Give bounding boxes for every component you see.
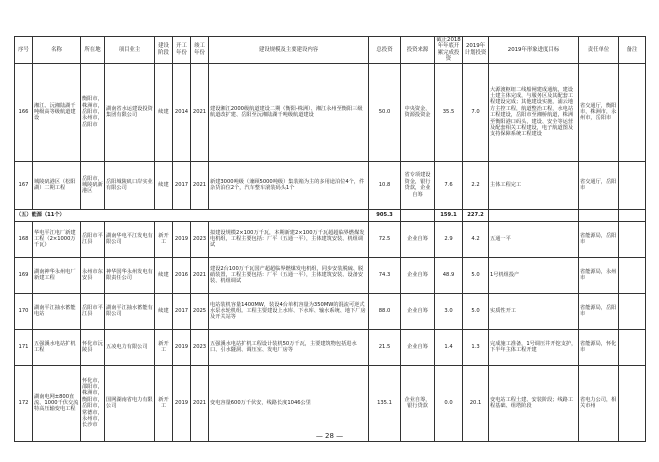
cell-remark bbox=[619, 161, 646, 209]
cell-owner: 五凌电力有限公司 bbox=[105, 329, 155, 365]
cell-target2019: 五通一平 bbox=[489, 221, 579, 257]
header-owner: 项目业主 bbox=[105, 37, 155, 64]
cell-stage: 续建 bbox=[155, 257, 173, 293]
cell-remark bbox=[619, 329, 646, 365]
cell-target2019: 大源渡枢纽二线船闸建成通航，建设土建主体完成，与服务区及其配套工程建设完成；其他建设实施，浦云地方主控工程，航道整治工程，水电站工程建设，岳阳市至湘桥航道，株洲至衡阳港口码头，建设、安全等运营及配套相关工程建设，电子航道图及支持保障系统工程建设 bbox=[489, 63, 579, 161]
section-empty-cell bbox=[489, 209, 579, 221]
cell-total: 74.3 bbox=[369, 257, 401, 293]
header-row bbox=[15, 37, 646, 64]
section-row-energy bbox=[15, 209, 646, 221]
project-table bbox=[14, 36, 646, 442]
header-channel: 投资来源 bbox=[401, 37, 435, 64]
cell-target2019: 主体工程完工 bbox=[489, 161, 579, 209]
cell-name: 湘江、沅湘陆湖千吨级高等级航道建设 bbox=[33, 63, 81, 161]
cell-unit: 省电力公司，相关市州 bbox=[579, 365, 619, 441]
cell-target2019: 完成施工准备，1号调压井开挖支护，下半年主体工程开建 bbox=[489, 329, 579, 365]
table-row bbox=[15, 257, 646, 293]
cell-start: 2019 bbox=[173, 365, 191, 441]
header-name: 名称 bbox=[33, 37, 81, 64]
cell-scope: 新建3000吨级（兼顾5000吨级）集装箱为主的多用途泊位4个，件杂货泊位2个，汽车整车滚装码头1个 bbox=[209, 161, 369, 209]
cell-seq: 169 bbox=[15, 257, 33, 293]
section-empty-cell bbox=[579, 209, 619, 221]
cell-remark bbox=[619, 63, 646, 161]
cell-location: 衡阳市，株洲市，岳阳市，永州市，岳阳市 bbox=[81, 63, 105, 161]
cell-stage: 新开工 bbox=[155, 329, 173, 365]
cell-name: 五强溪水电站扩机工程 bbox=[33, 329, 81, 365]
header-end: 竣工年份 bbox=[191, 37, 209, 64]
table-row bbox=[15, 365, 646, 441]
cell-completed: 2.9 bbox=[435, 221, 463, 257]
cell-seq: 168 bbox=[15, 221, 33, 257]
cell-plan2019: 7.0 bbox=[463, 63, 489, 161]
cell-unit: 省交通厅，衡阳市，株洲市，永州市，岳阳市 bbox=[579, 63, 619, 161]
section-total: 905.3 bbox=[369, 209, 401, 221]
cell-stage: 新开工 bbox=[155, 365, 173, 441]
cell-owner: 湖南省水运建设投资集团有限公司 bbox=[105, 63, 155, 161]
cell-owner: 湖南平江抽水蓄能有限公司 bbox=[105, 293, 155, 329]
cell-remark bbox=[619, 221, 646, 257]
header-target2019: 2019年形象进度目标 bbox=[489, 37, 579, 64]
cell-plan2019: 2.2 bbox=[463, 161, 489, 209]
cell-remark bbox=[619, 365, 646, 441]
cell-start: 2014 bbox=[173, 63, 191, 161]
cell-channel: 企业自筹 bbox=[401, 293, 435, 329]
cell-location: 岳阳市平江县 bbox=[81, 221, 105, 257]
header-remark: 备注 bbox=[619, 37, 646, 64]
cell-scope: 建设2台100万千瓦国产超超临界燃煤发电机组，同步安装脱硫、脱硝装置，工程主要包括：厂平（五通一平），主体建筑安装、设备安装、机组调试 bbox=[209, 257, 369, 293]
header-start: 开工年份 bbox=[173, 37, 191, 64]
cell-scope: 拟建设规模2×100万千瓦，本期新建2×100万千瓦超超临界燃煤发电机组，工程主要包括：厂平（五通一平），主体建筑安装、机组调试 bbox=[209, 221, 369, 257]
cell-name: 城陵矶港区（松阳湖）二期工程 bbox=[33, 161, 81, 209]
cell-seq: 167 bbox=[15, 161, 33, 209]
cell-unit: 省交通厅，岳阳市 bbox=[579, 161, 619, 209]
section-plan2019: 227.2 bbox=[463, 209, 489, 221]
cell-start: 2017 bbox=[173, 293, 191, 329]
table-row bbox=[15, 293, 646, 329]
cell-channel: 省专项建设资金，银行贷款，企业自筹 bbox=[401, 161, 435, 209]
cell-channel: 企业自筹 bbox=[401, 329, 435, 365]
cell-completed: 0.0 bbox=[435, 365, 463, 441]
cell-stage: 续建 bbox=[155, 293, 173, 329]
cell-plan2019: 5.0 bbox=[463, 293, 489, 329]
cell-scope: 变电容量600万千伏安，线路长度1046公里 bbox=[209, 365, 369, 441]
header-completed: 截止2018年年底开累完成投资 bbox=[436, 37, 461, 63]
cell-name: 华电平江电厂新建工程（2×1000万千瓦） bbox=[33, 221, 81, 257]
cell-channel: 企业自筹，银行贷款 bbox=[401, 365, 435, 441]
header-stage: 建设阶段 bbox=[155, 37, 173, 64]
cell-channel: 企业自筹 bbox=[401, 221, 435, 257]
cell-remark bbox=[619, 257, 646, 293]
cell-plan2019: 20.1 bbox=[463, 365, 489, 441]
cell-start: 2016 bbox=[173, 257, 191, 293]
cell-completed: 35.5 bbox=[435, 63, 463, 161]
cell-target2019: 实质性开工 bbox=[489, 293, 579, 329]
header-unit: 责任单位 bbox=[579, 37, 619, 64]
cell-seq: 172 bbox=[15, 365, 33, 441]
cell-name: 湖南平江抽水蓄能电站 bbox=[33, 293, 81, 329]
cell-plan2019: 1.3 bbox=[463, 329, 489, 365]
cell-end: 2021 bbox=[191, 365, 209, 441]
cell-plan2019: 4.2 bbox=[463, 221, 489, 257]
cell-completed: 7.6 bbox=[435, 161, 463, 209]
cell-stage: 续建 bbox=[155, 63, 173, 161]
table-row bbox=[15, 329, 646, 365]
cell-location: 永州市东安县 bbox=[81, 257, 105, 293]
header-seq: 序号 bbox=[15, 37, 33, 64]
cell-completed: 48.9 bbox=[435, 257, 463, 293]
cell-completed: 1.4 bbox=[435, 329, 463, 365]
section-completed: 159.1 bbox=[435, 209, 463, 221]
cell-start: 2017 bbox=[173, 161, 191, 209]
cell-end: 2021 bbox=[191, 63, 209, 161]
header-plan2019: 2019年计划投资 bbox=[463, 37, 489, 64]
cell-end: 2021 bbox=[191, 161, 209, 209]
cell-start: 2019 bbox=[173, 221, 191, 257]
cell-unit: 省能源局，岳阳市 bbox=[579, 293, 619, 329]
cell-name: 湖南神华永州电厂新建工程 bbox=[33, 257, 81, 293]
cell-remark bbox=[619, 293, 646, 329]
table-row bbox=[15, 221, 646, 257]
cell-total: 10.8 bbox=[369, 161, 401, 209]
cell-location: 怀化市，邵阳市，株洲市，衡阳市，岳阳市，常德市，永州市，长沙市 bbox=[81, 365, 105, 441]
cell-location: 岳阳市，城陵矶新港区 bbox=[81, 161, 105, 209]
cell-name: 湖南电网±800直流、1000千伏交流特高压输变电工程 bbox=[33, 365, 81, 441]
cell-owner: 湖南华电平江发电有限公司 bbox=[105, 221, 155, 257]
section-empty-cell bbox=[401, 209, 435, 221]
cell-start: 2019 bbox=[173, 329, 191, 365]
cell-scope: 建设湘江2000级航道建设二期（衡阳-株洲）、湘江永州至衡阳三级航道改扩建、岳阳至沅湘陆湖千吨级航道建设 bbox=[209, 63, 369, 161]
cell-owner: 国网湖南省电力有限公司 bbox=[105, 365, 155, 441]
cell-total: 135.1 bbox=[369, 365, 401, 441]
cell-unit: 省能源局，怀化市 bbox=[579, 329, 619, 365]
cell-scope: 电站装机容量1400MW，装设4台单机容量为350MW的混流可逆式水泵水轮机组。工程主要建设上水库、下水库、输水系统、地下厂房及开关站等 bbox=[209, 293, 369, 329]
cell-total: 88.0 bbox=[369, 293, 401, 329]
table-row bbox=[15, 63, 646, 161]
cell-seq: 166 bbox=[15, 63, 33, 161]
cell-end: 2023 bbox=[191, 329, 209, 365]
cell-seq: 171 bbox=[15, 329, 33, 365]
cell-end: 2025 bbox=[191, 293, 209, 329]
cell-plan2019: 5.0 bbox=[463, 257, 489, 293]
page-number: — 28 — bbox=[315, 432, 344, 440]
cell-stage: 新开工 bbox=[155, 221, 173, 257]
cell-end: 2023 bbox=[191, 221, 209, 257]
cell-scope: 五强溪水电站扩机工程设计装机50万千瓦，主要建筑物包括进水口、引水隧洞、调压室、发电厂房等 bbox=[209, 329, 369, 365]
cell-seq: 170 bbox=[15, 293, 33, 329]
header-total: 总投资 bbox=[369, 37, 401, 64]
cell-channel: 中央资金，资源投资金 bbox=[401, 63, 435, 161]
header-scope: 建设规模及主要建设内容 bbox=[209, 37, 369, 64]
cell-channel: 企业自筹 bbox=[401, 257, 435, 293]
cell-location: 岳阳市平江县 bbox=[81, 293, 105, 329]
cell-stage: 续建 bbox=[155, 161, 173, 209]
cell-total: 21.5 bbox=[369, 329, 401, 365]
cell-end: 2021 bbox=[191, 257, 209, 293]
cell-completed: 3.0 bbox=[435, 293, 463, 329]
cell-target2019: 1号机组投产 bbox=[489, 257, 579, 293]
cell-owner: 神华国华永州发电有限责任公司 bbox=[105, 257, 155, 293]
cell-unit: 省能源局，永州市 bbox=[579, 257, 619, 293]
cell-owner: 岳阳城陵矶口岸实业有限公司 bbox=[105, 161, 155, 209]
table-row bbox=[15, 161, 646, 209]
section-empty-cell bbox=[619, 209, 646, 221]
cell-total: 50.0 bbox=[369, 63, 401, 161]
section-label: （五）能源（11个） bbox=[15, 209, 369, 221]
header-location: 所在地 bbox=[81, 37, 105, 64]
cell-total: 72.5 bbox=[369, 221, 401, 257]
cell-location: 怀化市沅陵县 bbox=[81, 329, 105, 365]
cell-target2019: 变电站工程土建、安装阶段；线路工程基础、组塔阶段 bbox=[489, 365, 579, 441]
cell-unit: 省能源局，岳阳市 bbox=[579, 221, 619, 257]
